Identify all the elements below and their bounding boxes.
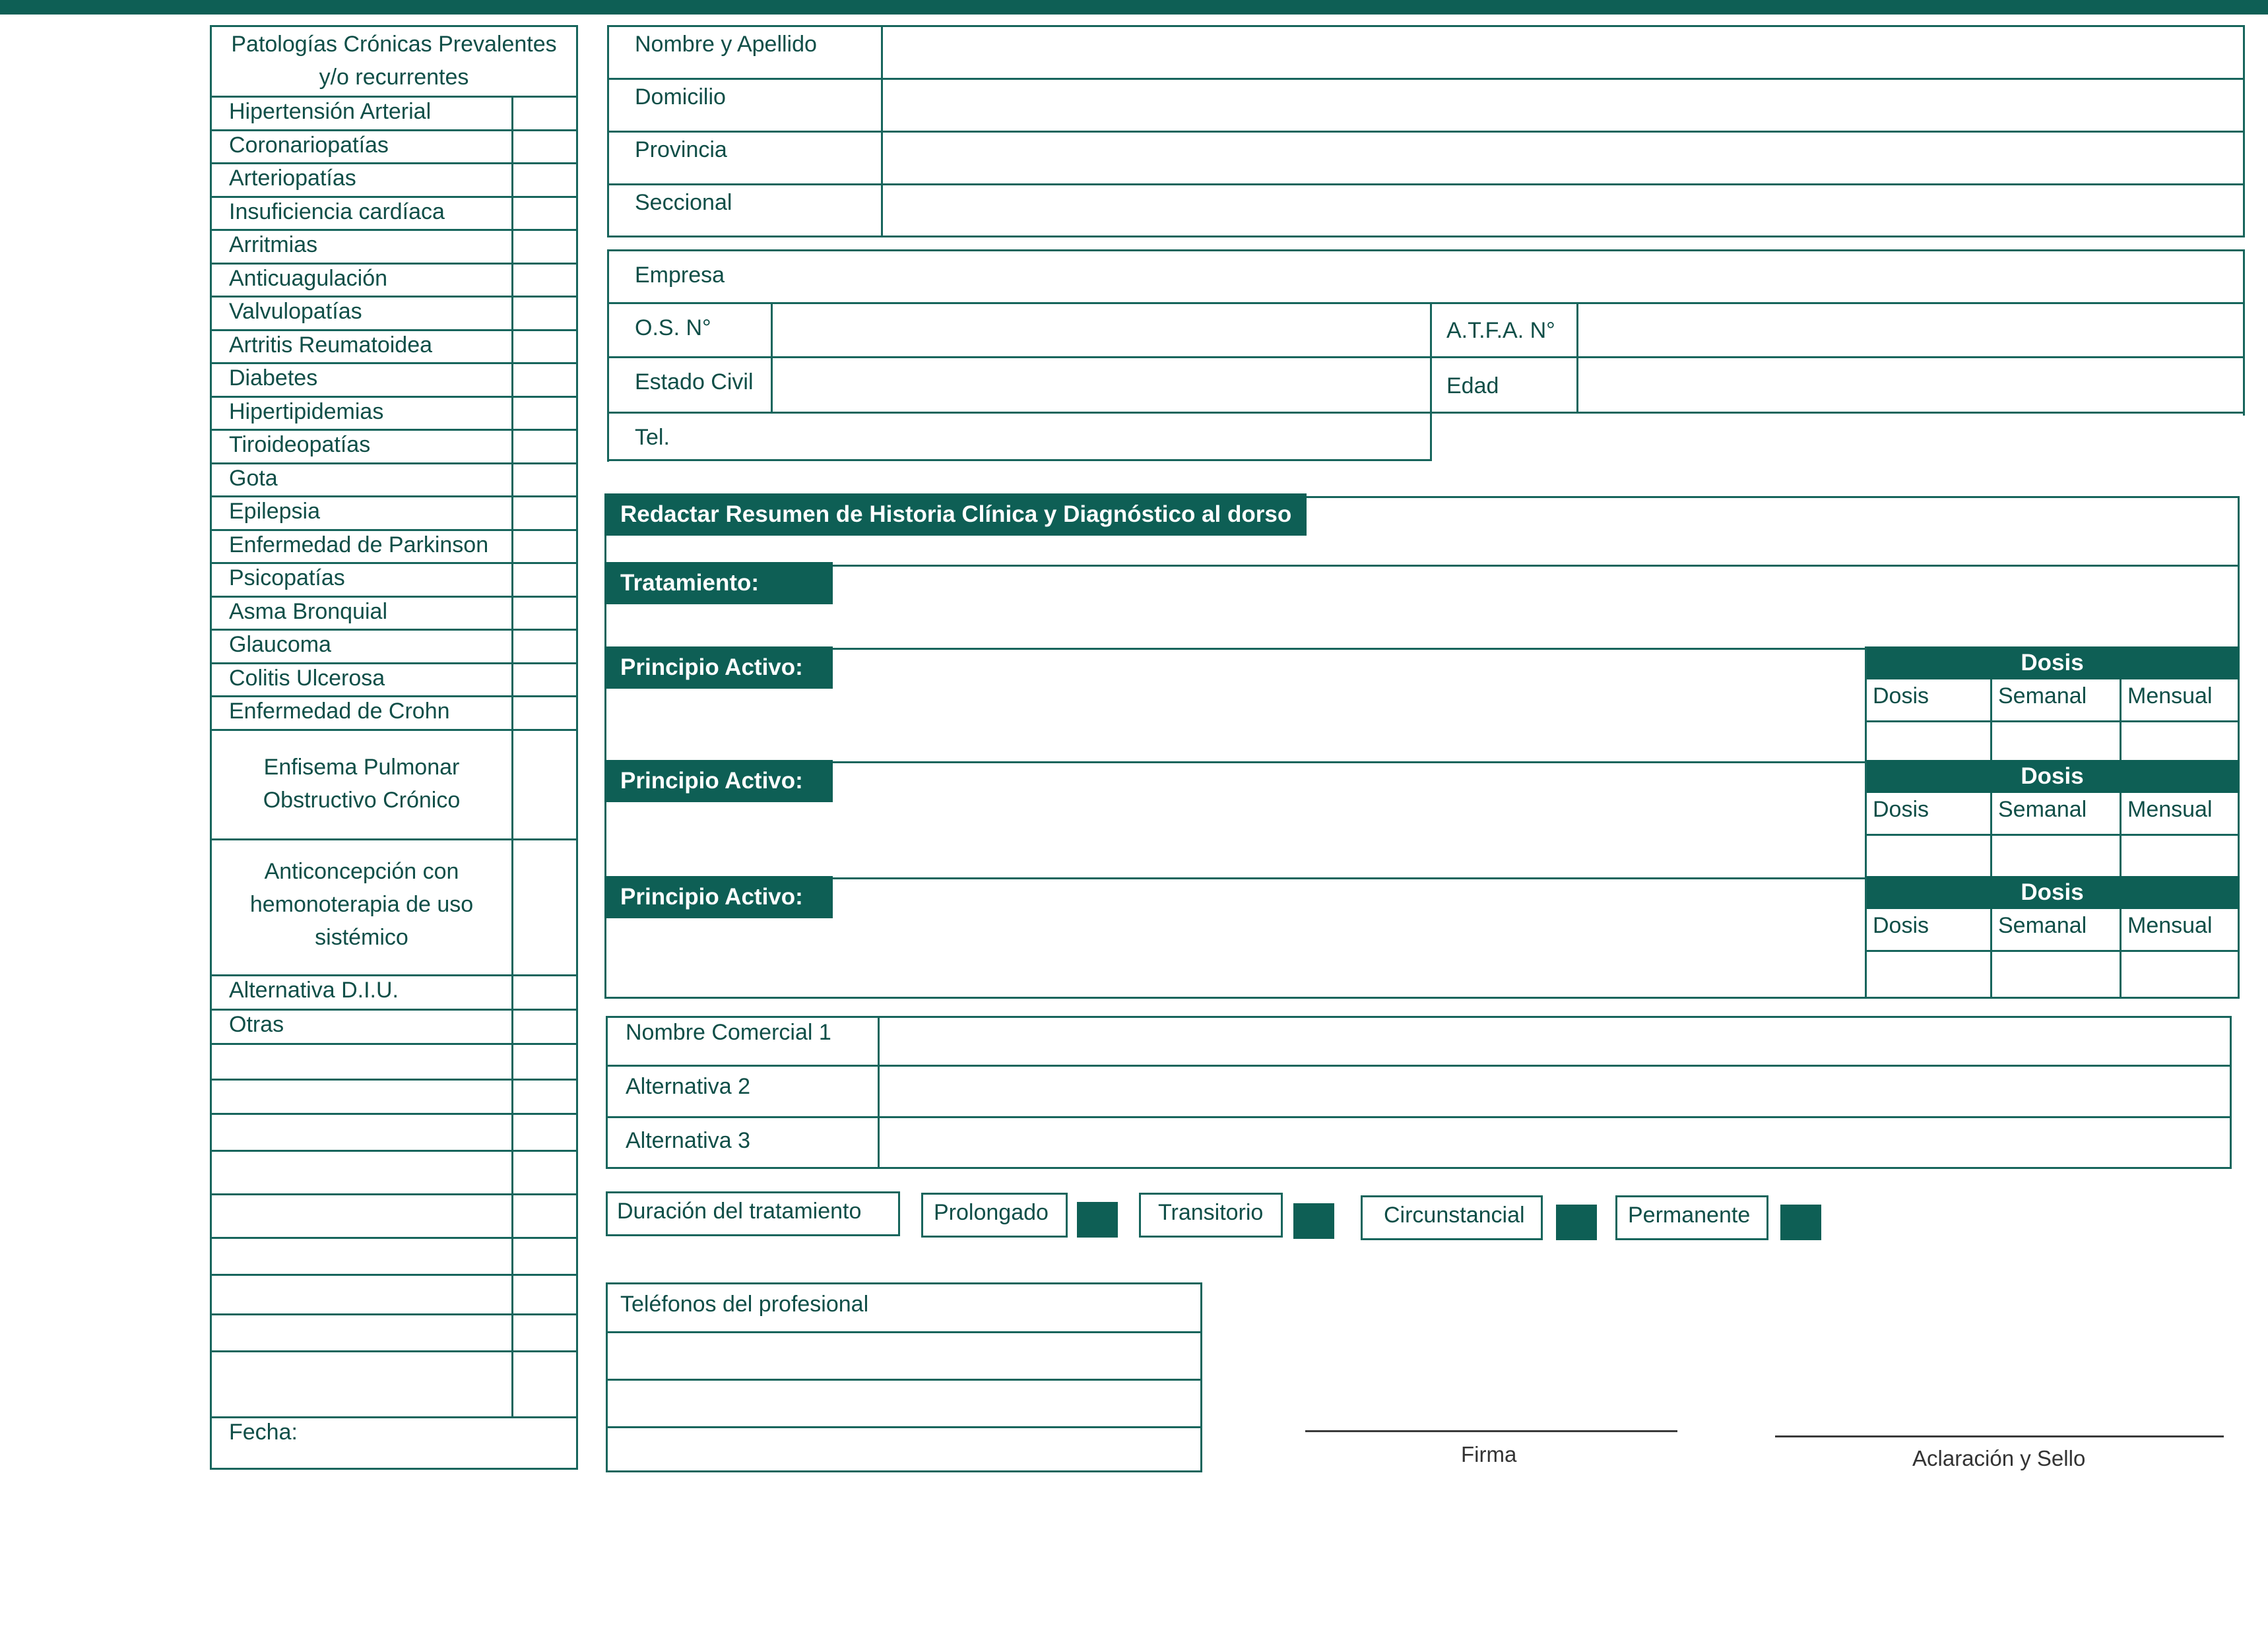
pathology-checkbox[interactable] — [511, 731, 578, 838]
nombre-comercial-label: Nombre Comercial 1 — [626, 1020, 831, 1045]
pathology-row — [210, 1418, 578, 1470]
os-label: O.S. N° — [635, 315, 711, 340]
dosis-column-label: Dosis — [1873, 683, 1929, 708]
alternativa3-label: Alternativa 3 — [626, 1128, 750, 1153]
pathology-label: Diabetes — [229, 365, 318, 391]
semanal-column-label: Semanal — [1998, 797, 2087, 822]
pathology-checkbox[interactable] — [511, 976, 578, 1009]
pathology-row — [210, 1195, 578, 1239]
pathology-row — [210, 98, 578, 131]
pathology-checkbox[interactable] — [511, 1239, 578, 1274]
pathology-checkbox[interactable] — [511, 1152, 578, 1193]
os-field[interactable] — [775, 305, 1428, 355]
prolongado-checkbox[interactable] — [1077, 1202, 1118, 1238]
principio-activo-field[interactable] — [835, 764, 1862, 875]
pathology-checkbox[interactable] — [511, 664, 578, 696]
pathology-checkbox[interactable] — [511, 231, 578, 263]
pathology-row — [210, 664, 578, 698]
alternativa2-label: Alternativa 2 — [626, 1074, 750, 1099]
provincia-field[interactable] — [884, 133, 2242, 182]
pathology-row — [210, 497, 578, 531]
atfa-label: A.T.F.A. N° — [1446, 318, 1555, 343]
pathology-row — [210, 697, 578, 731]
pathology-checkbox[interactable] — [511, 131, 578, 163]
semanal-column-label: Semanal — [1998, 913, 2087, 938]
prolongado-label: Prolongado — [921, 1193, 1068, 1238]
dosis-cell[interactable] — [1867, 954, 1992, 996]
top-color-band — [0, 0, 2268, 15]
mensual-column-label: Mensual — [2127, 797, 2213, 822]
alternativa2-field[interactable] — [882, 1067, 2229, 1115]
pathology-row — [210, 131, 578, 165]
pathology-row — [210, 1276, 578, 1315]
transitorio-checkbox[interactable] — [1293, 1203, 1334, 1239]
pathology-row — [210, 1115, 578, 1152]
estado-civil-field[interactable] — [775, 359, 1428, 410]
pathology-checkbox[interactable] — [511, 598, 578, 629]
domicilio-label: Domicilio — [635, 84, 726, 110]
pathology-label: Hipertipidemias — [229, 398, 384, 424]
pathology-row — [210, 1045, 578, 1081]
pathology-row — [210, 464, 578, 498]
pathology-checkbox[interactable] — [511, 1115, 578, 1150]
nombre-comercial-field[interactable] — [882, 1019, 2229, 1063]
pathology-checkbox[interactable] — [511, 298, 578, 329]
tratamiento-tag: Tratamiento: — [604, 562, 833, 604]
pathology-row — [210, 265, 578, 298]
dosis-column-label: Dosis — [1873, 797, 1929, 822]
nombre-label: Nombre y Apellido — [635, 32, 817, 57]
pathology-label: Enfermedad de Crohn — [229, 699, 450, 724]
pathology-row — [210, 598, 578, 631]
permanente-label: Permanente — [1615, 1195, 1768, 1240]
pathology-checkbox[interactable] — [511, 265, 578, 296]
pathology-checkbox[interactable] — [511, 1045, 578, 1079]
pathologies-header: Patologías Crónicas Prevalentes y/o recurrentes — [210, 25, 578, 98]
pathology-row — [210, 298, 578, 331]
pathology-label: Arteriopatías — [229, 166, 356, 191]
estado-civil-label: Estado Civil — [635, 369, 754, 394]
semanal-column-label: Semanal — [1998, 683, 2087, 708]
phone-field-1[interactable] — [608, 1334, 1200, 1377]
dosis-cell[interactable] — [1867, 724, 1992, 759]
dosis-group-header: Dosis — [1865, 760, 2240, 793]
pathology-checkbox[interactable] — [511, 1352, 578, 1416]
provincia-label: Provincia — [635, 137, 727, 162]
dosis-cell[interactable] — [1867, 838, 1992, 875]
circunstancial-label: Circunstancial — [1361, 1195, 1543, 1240]
pathology-label: Arritmias — [229, 232, 318, 257]
pathology-row — [210, 564, 578, 598]
dosis-group-header: Dosis — [1865, 876, 2240, 909]
pathology-label: Enfermedad de Parkinson — [229, 532, 489, 557]
mensual-column-label: Mensual — [2127, 913, 2213, 938]
pathology-row — [210, 398, 578, 431]
pathology-row — [210, 331, 578, 365]
pathology-checkbox[interactable] — [511, 631, 578, 662]
pathology-row — [210, 840, 578, 976]
pathology-label: Otras — [229, 1011, 284, 1037]
aclaracion-label: Aclaración y Sello — [1912, 1446, 2086, 1470]
aclaracion-line — [1775, 1435, 2224, 1437]
pathology-row — [210, 364, 578, 398]
pathology-row — [210, 731, 578, 840]
pathology-label: Psicopatías — [229, 565, 345, 590]
pathology-row — [210, 164, 578, 198]
pathology-checkbox[interactable] — [511, 497, 578, 529]
pathology-row — [210, 531, 578, 565]
pathology-checkbox[interactable] — [511, 564, 578, 596]
pathology-checkbox[interactable] — [511, 1315, 578, 1350]
duracion-label: Duración del tratamiento — [606, 1191, 900, 1236]
pathology-checkbox[interactable] — [511, 697, 578, 729]
pathology-checkbox[interactable] — [511, 98, 578, 129]
pathology-row — [210, 431, 578, 464]
principio-activo-tag: Principio Activo: — [604, 876, 833, 918]
edad-field[interactable] — [1580, 359, 2242, 410]
pathology-label: Anticuagulación — [229, 265, 388, 291]
seccional-field[interactable] — [884, 186, 2242, 235]
phone-field-2[interactable] — [608, 1381, 1200, 1425]
mensual-cell[interactable] — [2122, 724, 2240, 759]
mensual-cell[interactable] — [2122, 838, 2240, 875]
pathology-row — [210, 1152, 578, 1195]
phones-label: Teléfonos del profesional — [620, 1292, 869, 1317]
permanente-checkbox[interactable] — [1780, 1205, 1821, 1240]
edad-label: Edad — [1446, 373, 1499, 398]
pathology-label: Coronariopatías — [229, 132, 389, 158]
pathology-row — [210, 976, 578, 1011]
pathology-row — [210, 631, 578, 664]
pathology-checkbox[interactable] — [511, 164, 578, 196]
pathology-label: Fecha: — [229, 1419, 298, 1445]
principio-activo-tag: Principio Activo: — [604, 760, 833, 802]
pathology-checkbox[interactable] — [511, 1276, 578, 1313]
pathology-checkbox[interactable] — [511, 1081, 578, 1113]
pathology-label: Insuficiencia cardíaca — [229, 199, 445, 224]
dosis-group-header: Dosis — [1865, 646, 2240, 679]
pathology-checkbox[interactable] — [511, 431, 578, 462]
pathology-checkbox[interactable] — [511, 531, 578, 563]
pathology-label: Valvulopatías — [229, 299, 362, 324]
pathology-checkbox[interactable] — [511, 331, 578, 363]
pathology-label: Epilepsia — [229, 499, 320, 524]
pathology-row — [210, 1011, 578, 1045]
tel-label: Tel. — [635, 425, 670, 450]
semanal-cell[interactable] — [1993, 838, 2121, 875]
pathology-label: Glaucoma — [229, 632, 331, 657]
pathology-label: Anticoncepción con hemonoterapia de uso sistémico — [249, 858, 474, 950]
transitorio-label: Transitorio — [1139, 1193, 1283, 1238]
semanal-cell[interactable] — [1993, 724, 2121, 759]
pathology-label: Colitis Ulcerosa — [229, 665, 385, 691]
pathology-row — [210, 231, 578, 265]
pathology-label: Hipertensión Arterial — [229, 99, 432, 124]
pathology-checkbox[interactable] — [511, 1195, 578, 1237]
domicilio-field[interactable] — [884, 80, 2242, 129]
pathology-label: Gota — [229, 465, 278, 491]
dosis-column-label: Dosis — [1873, 913, 1929, 938]
redactar-banner: Redactar Resumen de Historia Clínica y Diagnóstico al dorso — [604, 493, 1307, 536]
pathology-row — [210, 1081, 578, 1115]
semanal-cell[interactable] — [1993, 954, 2121, 996]
principio-activo-tag: Principio Activo: — [604, 646, 833, 689]
firma-label: Firma — [1461, 1442, 1517, 1466]
pathology-row — [210, 1352, 578, 1418]
pathology-label: Asma Bronquial — [229, 598, 388, 624]
mensual-cell[interactable] — [2122, 954, 2240, 996]
pathology-row — [210, 1239, 578, 1276]
insurance-box — [607, 249, 2245, 462]
firma-line — [1305, 1430, 1677, 1432]
pathology-label: Artritis Reumatoidea — [229, 332, 433, 358]
principio-activo-field[interactable] — [835, 880, 1862, 996]
pathology-label: Tiroideopatías — [229, 432, 371, 457]
mensual-column-label: Mensual — [2127, 683, 2213, 708]
pathology-checkbox[interactable] — [511, 364, 578, 396]
circunstancial-checkbox[interactable] — [1556, 1205, 1597, 1240]
nombre-field[interactable] — [884, 28, 2242, 77]
pathology-checkbox[interactable] — [511, 1011, 578, 1043]
pathology-checkbox[interactable] — [511, 398, 578, 429]
pathology-label: Alternativa D.I.U. — [229, 977, 399, 1003]
pathology-checkbox[interactable] — [511, 840, 578, 974]
alternativa3-field[interactable] — [882, 1119, 2229, 1166]
phone-field-3[interactable] — [608, 1429, 1200, 1470]
seccional-label: Seccional — [635, 190, 732, 215]
pathology-checkbox[interactable] — [511, 198, 578, 230]
pathology-checkbox[interactable] — [511, 464, 578, 496]
atfa-field[interactable] — [1580, 305, 2242, 355]
principio-activo-field[interactable] — [835, 650, 1862, 759]
empresa-label: Empresa — [635, 263, 725, 288]
pathology-row — [210, 1315, 578, 1352]
pathology-label: Enfisema Pulmonar Obstructivo Crónico — [263, 754, 461, 813]
pathology-row — [210, 198, 578, 232]
